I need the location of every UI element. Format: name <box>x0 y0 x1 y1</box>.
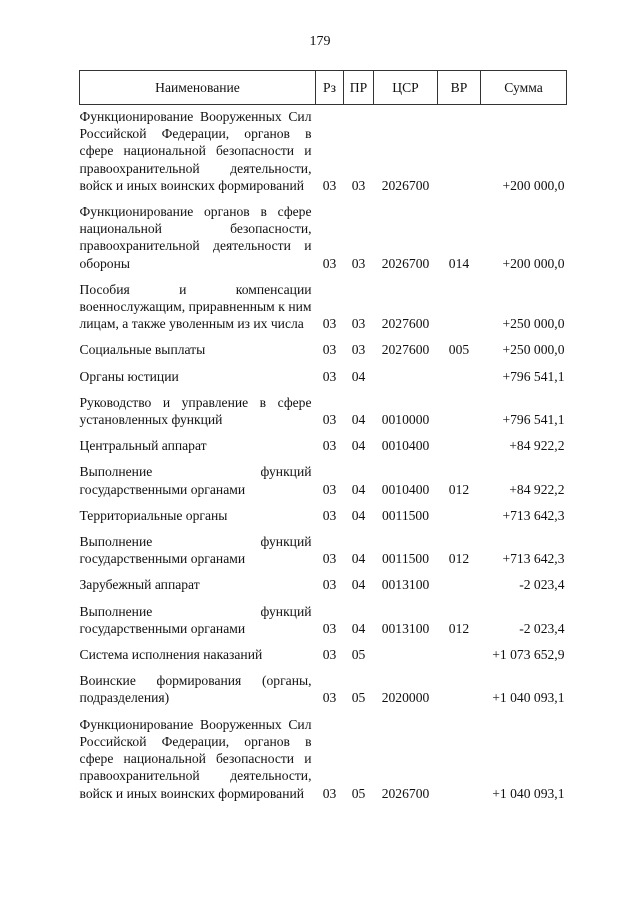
cell-name: Органы юстиции <box>79 368 179 384</box>
header-csr: ЦСР <box>374 71 438 105</box>
cell-csr: 2020000 <box>381 690 430 706</box>
cell-csr: 0013100 <box>381 620 430 636</box>
cell-csr <box>374 368 438 394</box>
cell-rz: 03 <box>322 647 337 663</box>
cell-pr: 04 <box>351 577 366 593</box>
table-row <box>80 646 567 672</box>
cell-pr: 04 <box>351 438 366 454</box>
table-row <box>80 437 567 463</box>
cell-rz: 03 <box>322 481 337 497</box>
cell-csr: 2026700 <box>381 785 430 801</box>
cell-pr: 03 <box>351 177 366 193</box>
cell-rz: 03 <box>322 368 337 384</box>
cell-rz: 03 <box>322 177 337 193</box>
cell-vr <box>438 672 481 715</box>
budget-table <box>79 70 567 811</box>
cell-pr: 04 <box>351 507 366 523</box>
cell-vr: 012 <box>448 551 470 567</box>
cell-vr: 014 <box>448 255 470 271</box>
cell-rz: 03 <box>322 785 337 801</box>
cell-pr: 04 <box>351 412 366 428</box>
header-sum: Сумма <box>481 71 567 105</box>
cell-csr: 2026700 <box>381 255 430 271</box>
cell-csr: 0013100 <box>381 577 430 593</box>
table-row <box>80 603 567 646</box>
cell-csr: 0011500 <box>381 507 430 523</box>
table-row <box>80 716 567 811</box>
cell-name: Руководство и управление в сфере установленных функций <box>79 394 312 428</box>
cell-rz: 03 <box>322 316 337 332</box>
cell-pr: 04 <box>351 481 366 497</box>
cell-vr <box>438 105 481 204</box>
cell-name: Выполнение функций государственными органами <box>79 534 312 567</box>
cell-sum: +250 000,0 <box>502 342 565 358</box>
cell-csr: 0010000 <box>381 412 430 428</box>
cell-name: Зарубежный аппарат <box>79 577 200 593</box>
cell-csr: 0011500 <box>381 551 430 567</box>
cell-csr: 0010400 <box>381 481 430 497</box>
cell-sum: -2 023,4 <box>519 620 565 636</box>
page-number: 179 <box>309 34 331 49</box>
cell-csr: 0010400 <box>381 438 430 454</box>
cell-rz: 03 <box>322 690 337 706</box>
cell-sum: +713 642,3 <box>502 507 565 523</box>
cell-pr: 03 <box>351 342 366 358</box>
cell-name: Функционирование органов в сфере национальной безопасности, правоохранительной деятельности и обороны <box>79 204 312 271</box>
cell-vr <box>438 368 481 394</box>
cell-name: Пособия и компенсации военнослужащим, приравненным к ним лицам, а также уволенным из их числа <box>79 281 312 332</box>
cell-name: Система исполнения наказаний <box>79 647 263 663</box>
cell-vr: 012 <box>448 620 470 636</box>
cell-rz: 03 <box>322 507 337 523</box>
header-vr: ВР <box>438 71 481 105</box>
table-row <box>80 507 567 533</box>
table-row <box>80 368 567 394</box>
cell-pr: 04 <box>351 551 366 567</box>
cell-name: Территориальные органы <box>79 507 228 523</box>
header-name: Наименование <box>80 71 316 105</box>
cell-rz: 03 <box>322 342 337 358</box>
cell-sum: +1 040 093,1 <box>492 785 565 801</box>
cell-pr: 05 <box>351 785 366 801</box>
cell-name: Выполнение функций государственными органами <box>79 603 312 636</box>
cell-vr <box>438 716 481 811</box>
cell-name: Функционирование Вооруженных Сил Российской Федерации, органов в сфере национальной безопасности и правоохранительной деятельности, войск и иных воинских формирований <box>79 109 312 193</box>
cell-pr: 03 <box>351 316 366 332</box>
cell-vr <box>438 576 481 602</box>
cell-sum: +84 922,2 <box>509 438 565 454</box>
cell-vr: 012 <box>448 481 470 497</box>
cell-sum: +713 642,3 <box>502 551 565 567</box>
cell-name: Центральный аппарат <box>79 438 207 454</box>
cell-sum: +200 000,0 <box>502 177 565 193</box>
cell-rz: 03 <box>322 412 337 428</box>
cell-rz: 03 <box>322 438 337 454</box>
cell-sum: +796 541,1 <box>502 412 565 428</box>
cell-sum: +250 000,0 <box>502 316 565 332</box>
table-row <box>80 576 567 602</box>
cell-pr: 05 <box>351 690 366 706</box>
cell-name: Социальные выплаты <box>79 342 206 358</box>
cell-vr <box>438 394 481 437</box>
cell-rz: 03 <box>322 551 337 567</box>
cell-vr <box>438 507 481 533</box>
table-row <box>80 281 567 342</box>
cell-csr: 2026700 <box>381 177 430 193</box>
cell-sum: +84 922,2 <box>509 481 565 497</box>
header-rz: Рз <box>316 71 344 105</box>
cell-name: Воинские формирования (органы, подразделения) <box>79 673 312 706</box>
table-row <box>80 533 567 576</box>
cell-csr: 2027600 <box>381 316 430 332</box>
cell-vr <box>438 437 481 463</box>
cell-name: Функционирование Вооруженных Сил Российской Федерации, органов в сфере национальной безопасности и правоохранительной деятельности, войск и иных воинских формирований <box>79 716 312 801</box>
cell-pr: 04 <box>351 620 366 636</box>
cell-vr: 005 <box>448 342 470 358</box>
table-header-row <box>80 71 567 105</box>
cell-rz: 03 <box>322 620 337 636</box>
table-row <box>80 463 567 506</box>
cell-rz: 03 <box>322 255 337 271</box>
cell-pr: 05 <box>351 647 366 663</box>
cell-name: Выполнение функций государственными органами <box>79 464 312 497</box>
cell-sum: -2 023,4 <box>519 577 565 593</box>
table-row <box>80 672 567 715</box>
cell-rz: 03 <box>322 577 337 593</box>
cell-pr: 04 <box>351 368 366 384</box>
cell-sum: +1 040 093,1 <box>492 690 565 706</box>
cell-sum: +1 073 652,9 <box>492 647 565 663</box>
cell-sum: +200 000,0 <box>502 255 565 271</box>
table-row <box>80 203 567 281</box>
cell-csr: 2027600 <box>381 342 430 358</box>
header-pr: ПР <box>344 71 374 105</box>
cell-vr <box>438 646 481 672</box>
table-row <box>80 105 567 204</box>
cell-csr <box>374 646 438 672</box>
table-row <box>80 394 567 437</box>
cell-vr <box>438 281 481 342</box>
cell-pr: 03 <box>351 255 366 271</box>
cell-sum: +796 541,1 <box>502 368 565 384</box>
table-row <box>80 341 567 367</box>
